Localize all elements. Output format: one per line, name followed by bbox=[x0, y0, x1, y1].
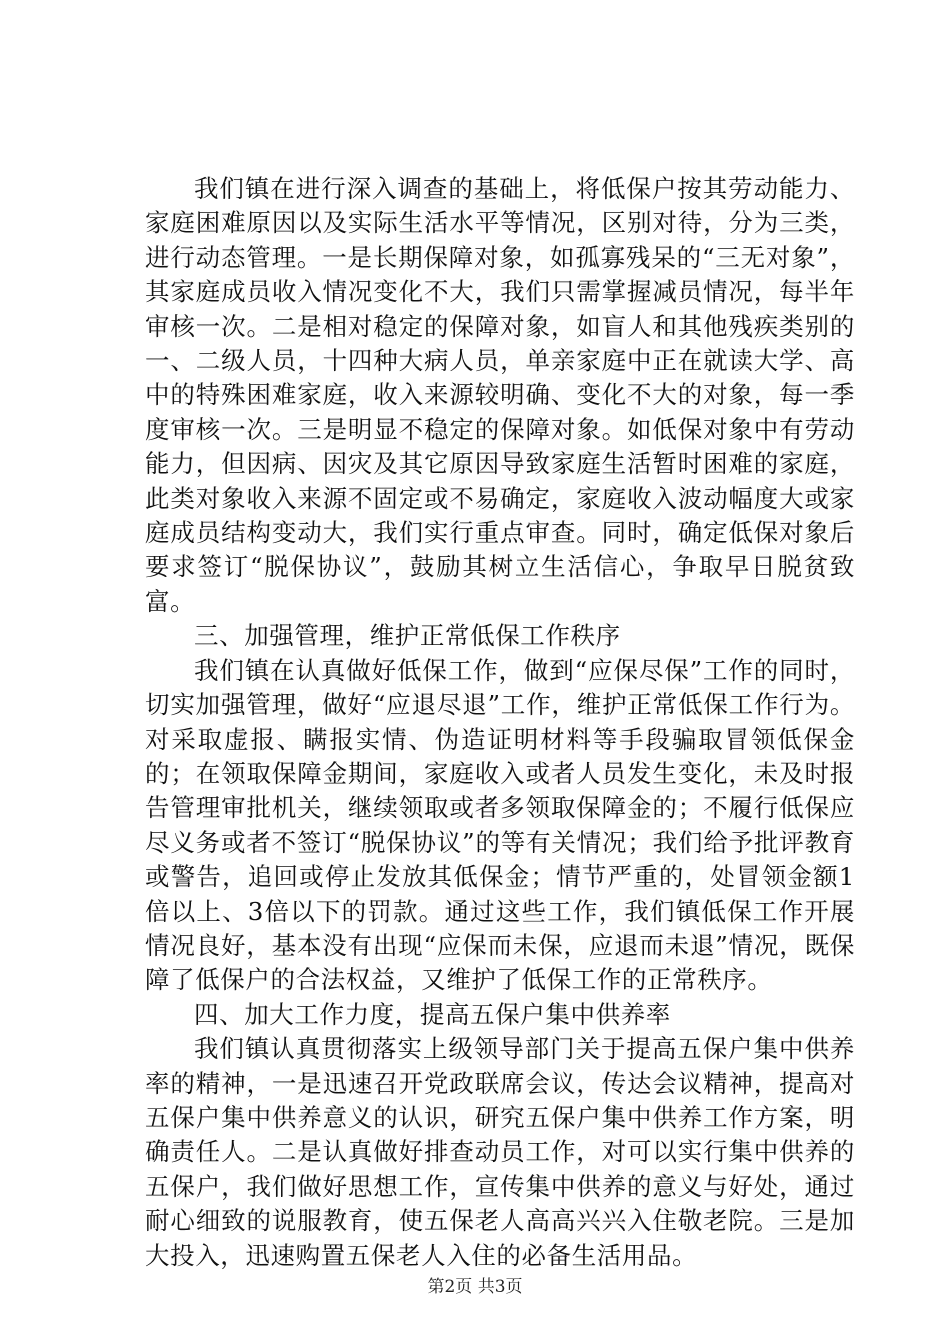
section-heading-3: 三、加强管理，维护正常低保工作秩序 bbox=[194, 621, 621, 651]
section-heading-4: 四、加大工作力度，提高五保户集中供养率 bbox=[194, 999, 671, 1029]
document-body bbox=[145, 172, 855, 1273]
page-footer: 第2页 共3页 bbox=[427, 1277, 523, 1297]
paragraph-2: 我们镇在认真做好低保工作，做到“应保尽保”工作的同时，切实加强管理，做好“应退尽退”工作，维护正常低保工作行为。对采取虚报、瞒报实情、伪造证明材料等手段骗取冒领低保金的；在领取保障金期间，家庭收入或者人员发生变化，未及时报告管理审批机关，继续领取或者多领取保障金的；不履行低保应尽义务或者不签订“脱保协议”的等有关情况；我们给予批评教育或警告，追回或停止发放其低保金；情节严重的，处冒领金额1倍以上、3倍以下的罚款。通过这些工作，我们镇低保工作开展情况良好，基本没有出现“应保而未保，应退而未退”情况，既保障了低保户的合法权益，又维护了低保工作的正常秩序。 bbox=[145, 655, 855, 995]
paragraph-3: 我们镇认真贯彻落实上级领导部门关于提高五保户集中供养率的精神，一是迅速召开党政联席会议，传达会议精神，提高对五保户集中供养意义的认识，研究五保户集中供养工作方案，明确责任人。二是认真做好排查动员工作，对可以实行集中供养的五保户，我们做好思想工作，宣传集中供养的意义与好处，通过耐心细致的说服教育，使五保老人高高兴兴入住敬老院。三是加大投入，迅速购置五保老人入住的必备生活用品。 bbox=[145, 1034, 855, 1270]
paragraph-1: 我们镇在进行深入调查的基础上，将低保户按其劳动能力、家庭困难原因以及实际生活水平等情况，区别对待，分为三类，进行动态管理。一是长期保障对象，如孤寡残呆的“三无对象”，其家庭成员收入情况变化不大，我们只需掌握减员情况，每半年审核一次。二是相对稳定的保障对象，如盲人和其他残疾类别的一、二级人员，十四种大病人员，单亲家庭中正在就读大学、高中的特殊困难家庭，收入来源较明确、变化不大的对象，每一季度审核一次。三是明显不稳定的保障对象。如低保对象中有劳动能力，但因病、因灾及其它原因导致家庭生活暂时困难的家庭，此类对象收入来源不固定或不易确定，家庭收入波动幅度大或家庭成员结构变动大，我们实行重点审查。同时，确定低保对象后要求签订“脱保协议”，鼓励其树立生活信心，争取早日脱贫致富。 bbox=[145, 174, 855, 616]
